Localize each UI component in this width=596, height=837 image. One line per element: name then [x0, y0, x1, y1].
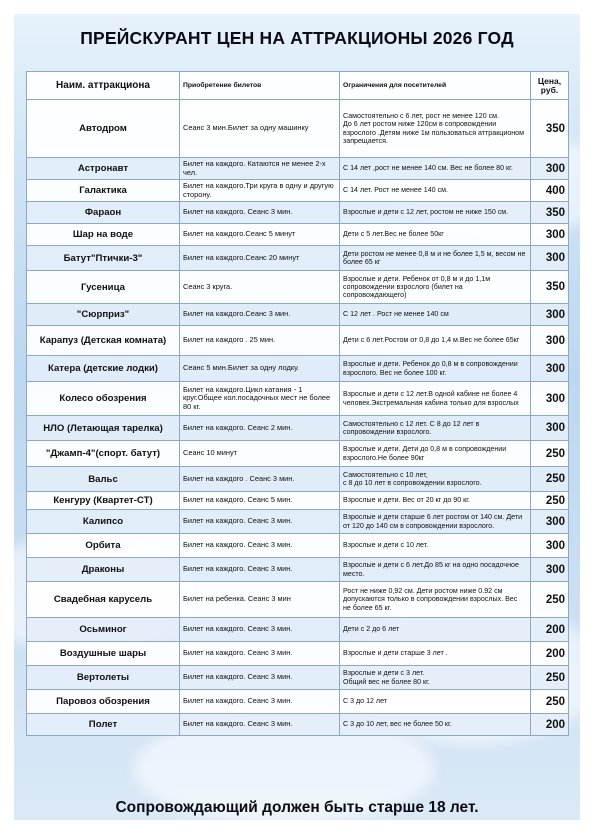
table-row: [27, 441, 569, 467]
visitor-restrictions: Дети с 2 до 6 лет: [340, 618, 531, 642]
ticket-info: Сеанс 3 круга.: [180, 271, 340, 304]
price-table: [26, 71, 569, 736]
visitor-restrictions: Взрослые и дети с 12 лет.В одной кабине не более 4 человек.Экстремальная кабина только для взрослых: [340, 382, 531, 416]
ticket-info: Билет на каждого. Сеанс 3 мин.: [180, 558, 340, 582]
ticket-info: Билет на каждого. Сеанс 3 мин.: [180, 510, 340, 534]
attraction-name: Кенгуру (Квартет-СТ): [27, 492, 180, 510]
table-row: [27, 714, 569, 736]
table-row: [27, 158, 569, 180]
header-price: Цена, руб.: [531, 72, 569, 100]
attraction-name: Галактика: [27, 180, 180, 202]
ticket-info: Билет на каждого. Сеанс 3 мин.: [180, 534, 340, 558]
attraction-name: Полет: [27, 714, 180, 736]
visitor-restrictions: Взрослые и дети старше 3 лет .: [340, 642, 531, 666]
attraction-name: Паровоз обозрения: [27, 690, 180, 714]
visitor-restrictions: Дети ростом не менее 0,8 м и не более 1,5 м, весом не более 65 кг: [340, 246, 531, 271]
price-value: 250: [531, 582, 569, 618]
ticket-info: Билет на каждого. Сеанс 3 мин.: [180, 690, 340, 714]
visitor-restrictions: Взрослые и дети с 6 лет.До 85 кг на одно посадочное место.: [340, 558, 531, 582]
ticket-info: Билет на каждого. Сеанс 2 мин.: [180, 416, 340, 441]
visitor-restrictions: Взрослые и дети. Ребенок от 0,8 м и до 1,1м сопровождении взрослого (билет на сопровождающего): [340, 271, 531, 304]
visitor-restrictions: Рост не ниже 0,92 см. Дети ростом ниже 0.92 см допускаются только в сопровождении взрослых. Вес не более 65 кг.: [340, 582, 531, 618]
table-row: [27, 202, 569, 224]
ticket-info: Билет на каждого. Сеанс 3 мин.: [180, 202, 340, 224]
price-value: 300: [531, 326, 569, 356]
visitor-restrictions: С 3 до 12 лет: [340, 690, 531, 714]
price-value: 300: [531, 534, 569, 558]
visitor-restrictions: Взрослые и дети старше 6 лет ростом от 140 см. Дети от 120 до 140 см в сопровождении взрослого.: [340, 510, 531, 534]
attraction-name: Автодром: [27, 100, 180, 158]
table-row: [27, 224, 569, 246]
attraction-name: Катера (детские лодки): [27, 356, 180, 382]
price-value: 350: [531, 100, 569, 158]
visitor-restrictions: Взрослые и дети с 12 лет, ростом не ниже 150 см.: [340, 202, 531, 224]
visitor-restrictions: Самостоятельно с 10 лет, с 8 до 10 лет в сопровождении взрослого.: [340, 467, 531, 492]
ticket-info: Билет на каждого . 25 мин.: [180, 326, 340, 356]
visitor-restrictions: С 3 до 10 лет, вес не более 50 кг.: [340, 714, 531, 736]
price-value: 300: [531, 158, 569, 180]
table-header-row: [27, 72, 569, 100]
table-row: [27, 666, 569, 690]
visitor-restrictions: Взрослые и дети с 3 лет. Общий вес не более 80 кг.: [340, 666, 531, 690]
attraction-name: Вертолеты: [27, 666, 180, 690]
ticket-info: Билет на каждого . Сеанс 3 мин.: [180, 467, 340, 492]
table-row: [27, 304, 569, 326]
table-row: [27, 642, 569, 666]
ticket-info: Билет на каждого. Сеанс 3 мин.: [180, 666, 340, 690]
attraction-name: Гусеница: [27, 271, 180, 304]
price-value: 300: [531, 224, 569, 246]
attraction-name: Колесо обозрения: [27, 382, 180, 416]
ticket-info: Билет на каждого. Сеанс 5 мин.: [180, 492, 340, 510]
attraction-name: Свадебная карусель: [27, 582, 180, 618]
price-value: 300: [531, 510, 569, 534]
attraction-name: Батут"Птички-3": [27, 246, 180, 271]
price-value: 300: [531, 558, 569, 582]
header-limits: Ограничения для посетителей: [340, 72, 531, 100]
price-value: 250: [531, 492, 569, 510]
price-value: 300: [531, 356, 569, 382]
price-value: 300: [531, 382, 569, 416]
header-name: Наим. аттракциона: [27, 72, 180, 100]
ticket-info: Сеанс 10 минут: [180, 441, 340, 467]
visitor-restrictions: Самостоятельно с 12 лет. С 8 до 12 лет в сопровождении взрослого.: [340, 416, 531, 441]
attraction-name: Орбита: [27, 534, 180, 558]
table-row: [27, 558, 569, 582]
attraction-name: "Джамп-4"(спорт. батут): [27, 441, 180, 467]
table-row: [27, 246, 569, 271]
ticket-info: Билет на каждого. Катаются не менее 2-х чел.: [180, 158, 340, 180]
visitor-restrictions: Дети с 6 лет.Ростом от 0,8 до 1,4 м.Вес не более 65кг: [340, 326, 531, 356]
visitor-restrictions: С 12 лет . Рост не менее 140 см: [340, 304, 531, 326]
price-value: 300: [531, 416, 569, 441]
table-row: [27, 326, 569, 356]
ticket-info: Сеанс 5 мин.Билет за одну лодку.: [180, 356, 340, 382]
price-list-page: [14, 14, 580, 820]
ticket-info: Билет на каждого.Сеанс 20 минут: [180, 246, 340, 271]
ticket-info: Билет на ребенка. Сеанс 3 мин: [180, 582, 340, 618]
price-value: 350: [531, 202, 569, 224]
ticket-info: Билет на каждого. Сеанс 3 мин.: [180, 714, 340, 736]
header-ticket: Приобретение билетов: [180, 72, 340, 100]
table-row: [27, 356, 569, 382]
visitor-restrictions: Взрослые и дети. Вес от 20 кг до 90 кг.: [340, 492, 531, 510]
table-row: [27, 492, 569, 510]
attraction-name: Фараон: [27, 202, 180, 224]
price-value: 200: [531, 714, 569, 736]
table-row: [27, 467, 569, 492]
price-value: 200: [531, 642, 569, 666]
visitor-restrictions: Взрослые и дети. Дети до 0,8 м в сопровождении взрослого.Не более 90кг: [340, 441, 531, 467]
price-value: 250: [531, 690, 569, 714]
attraction-name: "Сюрприз": [27, 304, 180, 326]
visitor-restrictions: Самостоятельно с 6 лет, рост не менее 120 см. До 6 лет ростом ниже 120см в сопровождении взрослого .Детям ниже 1м пользоваться аттракционом запрещается.: [340, 100, 531, 158]
ticket-info: Билет на каждого.Сеанс 5 минут: [180, 224, 340, 246]
table-row: [27, 690, 569, 714]
table-row: [27, 534, 569, 558]
table-row: [27, 510, 569, 534]
attraction-name: Вальс: [27, 467, 180, 492]
price-value: 300: [531, 246, 569, 271]
attraction-name: Карапуз (Детская комната): [27, 326, 180, 356]
attraction-name: Драконы: [27, 558, 180, 582]
ticket-info: Билет на каждого.Сеанс 3 мин.: [180, 304, 340, 326]
table-row: [27, 271, 569, 304]
ticket-info: Билет на каждого. Сеанс 3 мин.: [180, 618, 340, 642]
table-body: [27, 100, 569, 736]
ticket-info: Билет на каждого. Сеанс 3 мин.: [180, 642, 340, 666]
table-row: [27, 416, 569, 441]
attraction-name: Осьминог: [27, 618, 180, 642]
visitor-restrictions: С 14 лет ,рост не менее 140 см. Вес не более 80 кг.: [340, 158, 531, 180]
ticket-info: Сеанс 3 мин.Билет за одну машинку: [180, 100, 340, 158]
page-title: ПРЕЙСКУРАНТ ЦЕН НА АТТРАКЦИОНЫ 2026 ГОД: [80, 28, 514, 48]
attraction-name: НЛО (Летающая тарелка): [27, 416, 180, 441]
table-row: [27, 100, 569, 158]
table-row: [27, 382, 569, 416]
attraction-name: Воздушные шары: [27, 642, 180, 666]
table-row: [27, 618, 569, 642]
visitor-restrictions: Взрослые и дети с 10 лет.: [340, 534, 531, 558]
price-value: 250: [531, 666, 569, 690]
table-row: [27, 582, 569, 618]
visitor-restrictions: Взрослые и дети. Ребенок до 0,8 м в сопровождении взрослого. Вес не более 100 кг.: [340, 356, 531, 382]
attraction-name: Астронавт: [27, 158, 180, 180]
visitor-restrictions: С 14 лет. Рост не менее 140 см.: [340, 180, 531, 202]
ticket-info: Билет на каждого.Цикл катания - 1 круг.Общее кол.посадочных мест не более 80 кг.: [180, 382, 340, 416]
footer-note: Сопровождающий должен быть старше 18 лет.: [115, 799, 479, 816]
attraction-name: Шар на воде: [27, 224, 180, 246]
price-value: 300: [531, 304, 569, 326]
attraction-name: Калипсо: [27, 510, 180, 534]
price-value: 400: [531, 180, 569, 202]
table-row: [27, 180, 569, 202]
ticket-info: Билет на каждого.Три круга в одну и другую сторону.: [180, 180, 340, 202]
visitor-restrictions: Дети с 5 лет.Вес не более 50кг: [340, 224, 531, 246]
price-value: 250: [531, 441, 569, 467]
price-value: 350: [531, 271, 569, 304]
price-value: 250: [531, 467, 569, 492]
price-value: 200: [531, 618, 569, 642]
